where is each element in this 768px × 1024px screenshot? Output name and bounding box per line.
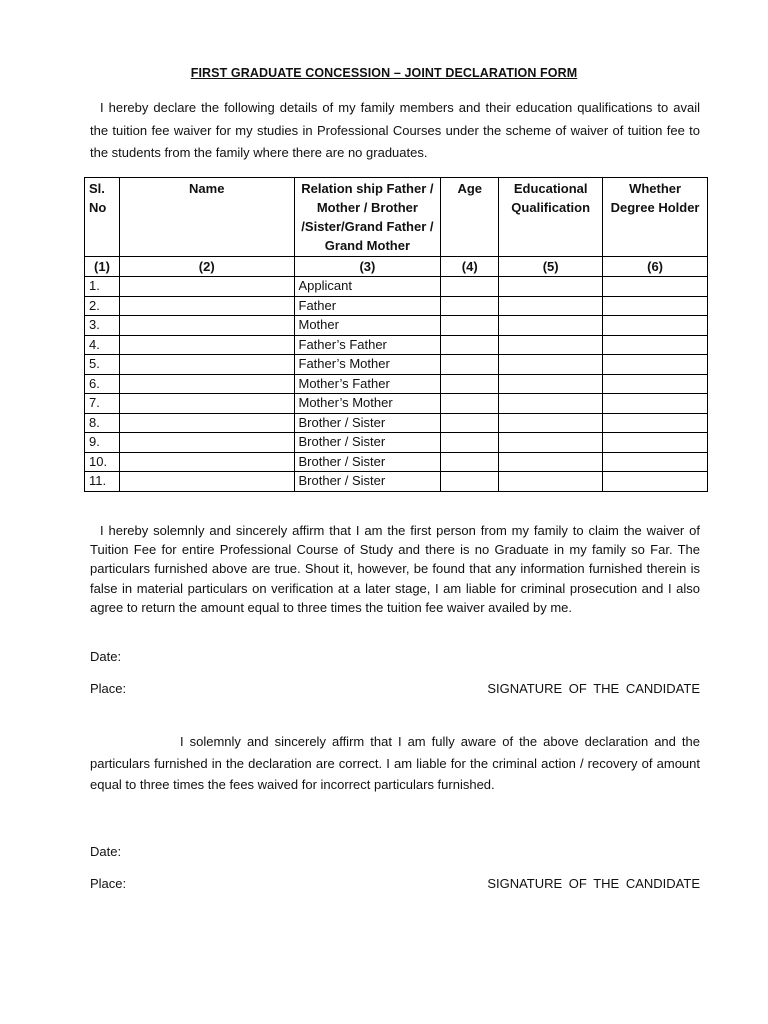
age-cell[interactable] [441, 355, 499, 375]
qualification-cell[interactable] [499, 316, 603, 336]
table-row [85, 394, 708, 414]
degree-holder-cell[interactable] [603, 296, 708, 316]
name-cell[interactable] [119, 394, 294, 414]
relation-cell: Mother [294, 316, 441, 336]
sl-no-cell: 9. [85, 433, 120, 453]
name-cell[interactable] [119, 277, 294, 297]
sl-no-cell: 8. [85, 413, 120, 433]
qualification-cell[interactable] [499, 296, 603, 316]
column-number: (3) [294, 257, 441, 277]
table-row [85, 277, 708, 297]
name-cell[interactable] [119, 413, 294, 433]
date-line-1 [90, 649, 700, 667]
relation-cell: Brother / Sister [294, 433, 441, 453]
degree-holder-cell[interactable] [603, 355, 708, 375]
relation-cell: Brother / Sister [294, 452, 441, 472]
column-number: (4) [441, 257, 499, 277]
intro-declaration: I hereby declare the following details of my family members and their education qualifications to avail the tuition fee waiver for my studies in Professional Courses under the scheme of waiver of tuition fee to the students from the family where there are no graduates. [90, 100, 700, 160]
place-label: Place: [90, 681, 127, 696]
relation-cell: Father [294, 296, 441, 316]
age-cell[interactable] [441, 413, 499, 433]
table-row [85, 355, 708, 375]
relation-cell: Father’s Father [294, 335, 441, 355]
sl-no-cell: 5. [85, 355, 120, 375]
column-number: (6) [603, 257, 708, 277]
qualification-cell[interactable] [499, 413, 603, 433]
name-cell[interactable] [119, 335, 294, 355]
column-number: (5) [499, 257, 603, 277]
age-cell[interactable] [441, 433, 499, 453]
header-relationship: Relation ship Father / Mother / Brother /Sister/Grand Father / Grand Mother [294, 178, 441, 257]
family-details-table [84, 177, 708, 492]
header-sl-no: Sl. No [85, 178, 120, 257]
age-cell[interactable] [441, 277, 499, 297]
date-label: Date: [90, 844, 122, 859]
name-cell[interactable] [119, 374, 294, 394]
date-line-2 [90, 844, 700, 862]
age-cell[interactable] [441, 472, 499, 492]
sl-no-cell: 6. [85, 374, 120, 394]
header-name: Name [119, 178, 294, 257]
degree-holder-cell[interactable] [603, 277, 708, 297]
degree-holder-cell[interactable] [603, 394, 708, 414]
degree-holder-cell[interactable] [603, 452, 708, 472]
name-cell[interactable] [119, 472, 294, 492]
place-signature-line-1 [90, 681, 700, 699]
name-cell[interactable] [119, 433, 294, 453]
header-age: Age [441, 178, 499, 257]
relation-cell: Brother / Sister [294, 472, 441, 492]
degree-holder-cell[interactable] [603, 335, 708, 355]
relation-cell: Applicant [294, 277, 441, 297]
sl-no-cell: 11. [85, 472, 120, 492]
qualification-cell[interactable] [499, 472, 603, 492]
age-cell[interactable] [441, 296, 499, 316]
age-cell[interactable] [441, 335, 499, 355]
relation-cell: Brother / Sister [294, 413, 441, 433]
qualification-cell[interactable] [499, 374, 603, 394]
header-degree-holder: Whether Degree Holder [603, 178, 708, 257]
sl-no-cell: 4. [85, 335, 120, 355]
degree-holder-cell[interactable] [603, 433, 708, 453]
degree-holder-cell[interactable] [603, 413, 708, 433]
sl-no-cell: 2. [85, 296, 120, 316]
qualification-cell[interactable] [499, 277, 603, 297]
table-row [85, 452, 708, 472]
column-number: (1) [85, 257, 120, 277]
sl-no-cell: 7. [85, 394, 120, 414]
qualification-cell[interactable] [499, 433, 603, 453]
name-cell[interactable] [119, 452, 294, 472]
degree-holder-cell[interactable] [603, 316, 708, 336]
age-cell[interactable] [441, 394, 499, 414]
table-row [85, 433, 708, 453]
table-row [85, 316, 708, 336]
name-cell[interactable] [119, 296, 294, 316]
table-row [85, 296, 708, 316]
candidate-affirmation: I hereby solemnly and sincerely affirm that I am the first person from my family to claim the waiver of Tuition Fee for entire Professional Course of Study and there is no Graduate in my family so Far. The particulars furnished above are true. Shout it, however, be found that any information furnished therein is false in material particulars on verification at a later stage, I am liable for criminal prosecution and I also agree to return the amount equal to three times the tuition fee waiver availed by me. [90, 523, 700, 615]
table-row [85, 472, 708, 492]
column-number: (2) [119, 257, 294, 277]
relation-cell: Mother’s Mother [294, 394, 441, 414]
date-label: Date: [90, 649, 122, 664]
table-row [85, 374, 708, 394]
joint-affirmation: I solemnly and sincerely affirm that I am fully aware of the above declaration and the particulars furnished in the declaration are correct. I am liable for the criminal action / recovery of amount equal to three times the fees waived for incorrect particulars furnished. [90, 734, 700, 792]
qualification-cell[interactable] [499, 394, 603, 414]
degree-holder-cell[interactable] [603, 374, 708, 394]
age-cell[interactable] [441, 316, 499, 336]
signature-label: SIGNATURE OF THE CANDIDATE [487, 681, 700, 696]
name-cell[interactable] [119, 316, 294, 336]
qualification-cell[interactable] [499, 335, 603, 355]
age-cell[interactable] [441, 374, 499, 394]
table-row [85, 335, 708, 355]
age-cell[interactable] [441, 452, 499, 472]
name-cell[interactable] [119, 355, 294, 375]
sl-no-cell: 3. [85, 316, 120, 336]
sl-no-cell: 1. [85, 277, 120, 297]
qualification-cell[interactable] [499, 355, 603, 375]
column-number-row [85, 257, 708, 277]
degree-holder-cell[interactable] [603, 472, 708, 492]
table-row [85, 413, 708, 433]
place-label: Place: [90, 876, 127, 891]
relation-cell: Mother’s Father [294, 374, 441, 394]
table-header-row [85, 178, 708, 257]
header-educational-qualification: Educational Qualification [499, 178, 603, 257]
form-title: FIRST GRADUATE CONCESSION – JOINT DECLARATION FORM [190, 66, 578, 80]
place-signature-line-2 [90, 876, 700, 894]
qualification-cell[interactable] [499, 452, 603, 472]
signature-label: SIGNATURE OF THE CANDIDATE [487, 876, 700, 891]
sl-no-cell: 10. [85, 452, 120, 472]
relation-cell: Father’s Mother [294, 355, 441, 375]
